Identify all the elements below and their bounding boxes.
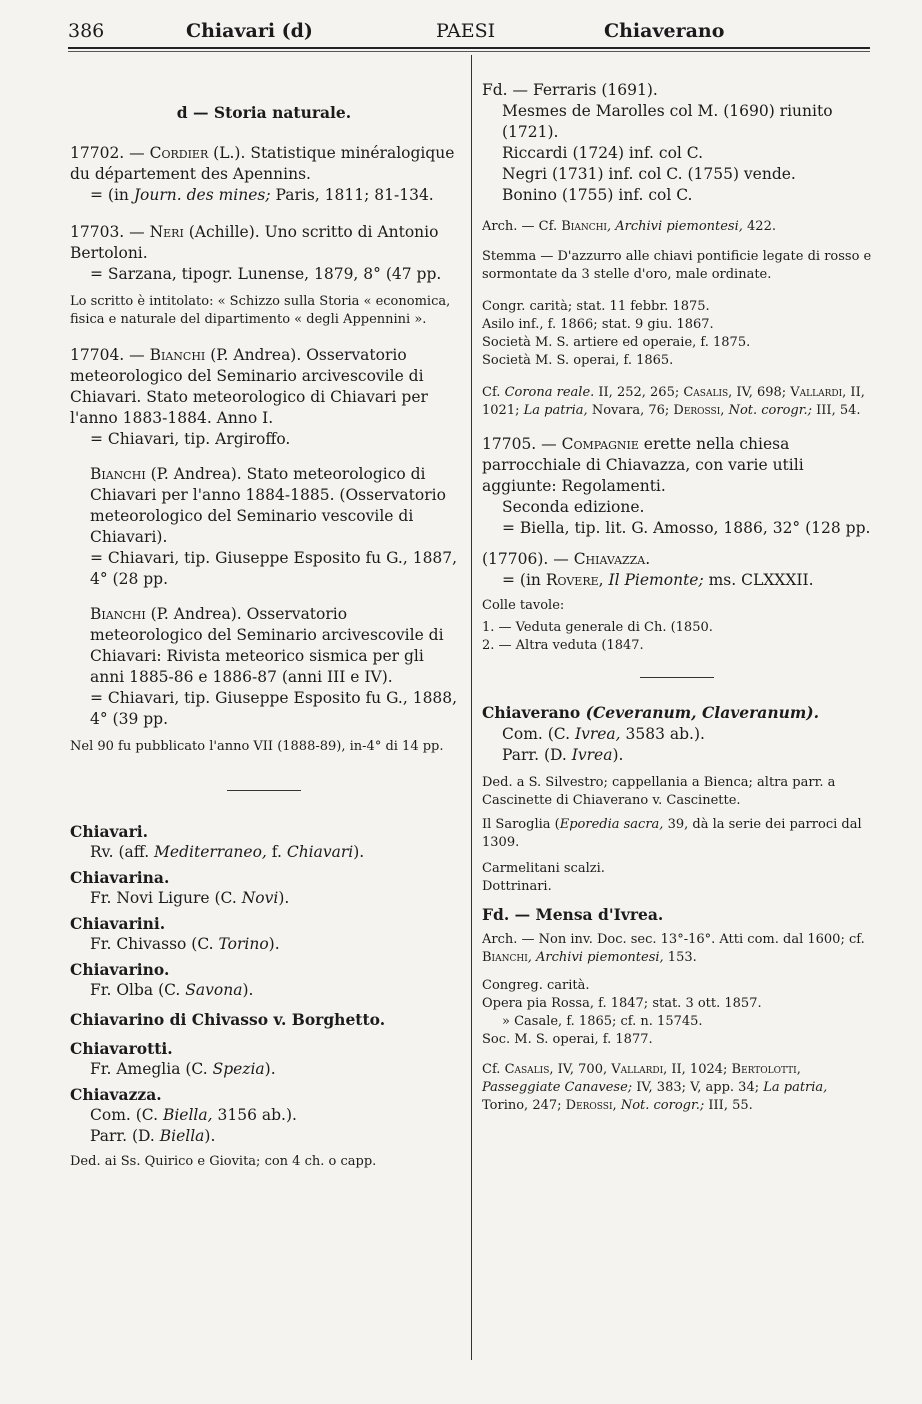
saroglia-text: Il Saroglia ( <box>482 817 560 832</box>
place-detail-italic: Savona <box>185 981 243 999</box>
place-chiavazza <box>70 1084 458 1171</box>
entry-author: Chiavazza <box>573 550 646 568</box>
place-detail: f. <box>266 843 287 861</box>
fd-item: Fd. — Ferraris (1691). <box>482 81 658 99</box>
place-detail: Fr. Chivasso (C. <box>90 935 219 953</box>
institution-item: Soc. M. S. operai, f. 1877. <box>482 1032 653 1047</box>
entry-number: (17706). — <box>482 550 574 568</box>
entry-author: Cordier <box>149 144 209 162</box>
fd-item: Bonino (1755) inf. col C. <box>502 186 693 204</box>
entry-title: (L.). Statistique minéralogique du département des Apennins. <box>70 144 455 183</box>
place-detail: 3583 ab.). <box>620 725 705 743</box>
place-detail-italic: Biella <box>159 1127 205 1145</box>
cf-references <box>482 384 872 420</box>
order-item: Carmelitani scalzi. <box>482 861 605 876</box>
pub-author: Rovere <box>545 571 599 589</box>
entry-number: 17704. — <box>70 346 150 364</box>
institution-item: Congreg. carità. <box>482 978 590 993</box>
arch-prefix: Arch. — Cf. <box>482 219 562 234</box>
cf-italic: Not. corogr.; <box>728 403 813 418</box>
place-detail: 3156 ab.). <box>212 1106 297 1124</box>
entry-17703 <box>70 222 458 329</box>
saroglia-title: Eporedia sacra, <box>559 817 664 832</box>
pub-prefix: = (in <box>502 571 546 589</box>
place-name: Chiavazza. <box>70 1085 162 1104</box>
cf-author: Vallardi <box>611 1062 664 1077</box>
fd-item: Riccardi (1724) inf. col C. <box>502 144 704 162</box>
cf-text: III, 55. <box>704 1098 753 1113</box>
entry-title: (P. Andrea). Osservatorio meteorologico del Seminario arcivescovile di Chiavari. Stato meteorologico di Chiavari per l'anno 1883-1884. Anno I. <box>70 346 428 427</box>
entry-title: (Achille). Uno scritto di Antonio Bertoloni. <box>70 223 439 262</box>
cf-text: , II, 1024; <box>663 1062 732 1077</box>
place-chiavarini <box>70 913 458 955</box>
header-rule <box>68 47 870 49</box>
place-detail: Fr. Novi Ligure (C. <box>90 889 242 907</box>
entry-title: (P. Andrea). Stato meteorologico di Chiavari per l'anno 1884-1885. (Osservatorio meteorologico del Seminario vescovile di Chiavari). <box>90 465 446 546</box>
entry-author: Neri <box>149 223 184 241</box>
place-detail-italic: Novi <box>241 889 279 907</box>
fd-item: Mesmes de Marolles col M. (1690) riunito (1721). <box>502 102 833 141</box>
place-chiavarino <box>70 959 458 1001</box>
section-title: d — Storia naturale. <box>176 103 352 122</box>
cf-author: Casalis <box>504 1062 550 1077</box>
pub-details: ms. CLXXXII. <box>703 571 814 589</box>
place-chiavarina <box>70 867 458 909</box>
cf-author: Derossi <box>673 403 721 418</box>
cf-text: , <box>720 403 729 418</box>
place-dedication: Ded. a S. Silvestro; cappellania a Bienca; altra parr. a Cascinette di Chiaverano v. Cascinette. <box>482 775 836 808</box>
place-chiavarotti <box>70 1038 458 1080</box>
entry-number: 17703. — <box>70 223 150 241</box>
cf-text: Novara, 76; <box>587 403 674 418</box>
place-detail: Fr. Ameglia (C. <box>90 1060 213 1078</box>
header-right-title: Chiaverano <box>604 20 725 42</box>
cf-text: , II, 1021; <box>482 385 865 418</box>
place-detail: ). <box>204 1127 216 1145</box>
header-center-title: PAESI <box>436 20 496 42</box>
cf-italic: Corona reale. <box>504 385 595 400</box>
running-header <box>68 16 870 46</box>
pub-details: = Chiavari, tip. Giuseppe Esposito fu G., 1887, 4° (28 pp. <box>90 549 458 588</box>
entry-17702 <box>70 143 458 206</box>
cf-text: , <box>612 1098 621 1113</box>
right-column <box>482 60 872 1115</box>
left-column <box>70 60 458 1171</box>
entry-edition: Seconda edizione. <box>502 498 645 516</box>
cf-text: II, 252, 265; <box>594 385 684 400</box>
cf-italic: La patria, <box>763 1080 828 1095</box>
arch-page: 422. <box>742 219 776 234</box>
cf-text: , IV, 700, <box>549 1062 612 1077</box>
table-item: 2. — Altra veduta (1847. <box>482 638 644 653</box>
pub-details: Paris, 1811; 81-134. <box>270 186 434 204</box>
pub-details: = Biella, tip. lit. G. Amosso, 1886, 32° (128 pp. <box>502 519 871 537</box>
place-detail: Fr. Olba (C. <box>90 981 186 999</box>
order-item: Dottrinari. <box>482 879 552 894</box>
arch-page: 153. <box>663 950 697 965</box>
place-name: Chiavarino. <box>70 960 170 979</box>
place-detail-italic: Ivrea, <box>574 725 621 743</box>
place-detail: Rv. (aff. <box>90 843 155 861</box>
entry-author: Bianchi <box>90 605 146 623</box>
cf-italic: La patria, <box>523 403 588 418</box>
cf-author: Vallardi <box>790 385 843 400</box>
cf-text: , <box>796 1062 801 1077</box>
table-item: 1. — Veduta generale di Ch. (1850. <box>482 620 713 635</box>
place-detail: ). <box>612 746 624 764</box>
entry-number: 17702. — <box>70 144 150 162</box>
place-name: Chiavarini. <box>70 914 166 933</box>
entry-17704 <box>70 345 458 756</box>
place-detail: Parr. (D. <box>502 746 572 764</box>
fd-list <box>482 80 872 206</box>
entry-title: (P. Andrea). Osservatorio meteorologico del Seminario arcivescovile di Chiavari: Rivista meteorico sismica per gli anni 1885-86 e 1886-87 (anni III e IV). <box>90 605 444 686</box>
tables-label: Colle tavole: <box>482 598 565 613</box>
cf-text: Cf. <box>482 1062 505 1077</box>
cf-text: Cf. <box>482 385 505 400</box>
pub-journal: Journ. des mines; <box>133 186 271 204</box>
pub-title: Il Piemonte; <box>608 571 704 589</box>
place-detail: ). <box>353 843 365 861</box>
arch-line <box>482 218 872 236</box>
institution-item: Società M. S. operai, f. 1865. <box>482 353 674 368</box>
place-list <box>70 821 458 1171</box>
institution-item: Asilo inf., f. 1866; stat. 9 giu. 1867. <box>482 317 714 332</box>
place-name: Chiavari. <box>70 822 149 841</box>
page-number: 386 <box>68 20 105 42</box>
entry-title: . <box>645 550 651 568</box>
institution-item: Opera pia Rossa, f. 1847; stat. 3 ott. 1857. <box>482 996 762 1011</box>
place-name: Chiaverano <box>482 703 581 722</box>
institutions-list <box>482 298 872 370</box>
institution-item: » Casale, f. 1865; cf. n. 15745. <box>502 1014 703 1029</box>
separator-rule <box>640 677 714 678</box>
arch-author: Bianchi <box>482 950 528 965</box>
place-name: Chiavarotti. <box>70 1039 173 1058</box>
institutions-list <box>482 977 872 1049</box>
arch-title: , Archivi piemontesi, <box>527 950 664 965</box>
cf-text: IV, 383; V, app. 34; <box>632 1080 764 1095</box>
entry-17705 <box>482 434 872 539</box>
place-detail: Com. (C. <box>502 725 575 743</box>
place-name: Chiavarina. <box>70 868 170 887</box>
entry-17706 <box>482 549 872 655</box>
place-chiavari <box>70 821 458 863</box>
pub-details: = Sarzana, tipogr. Lunense, 1879, 8° (47 pp. <box>90 265 442 283</box>
entry-author: Bianchi <box>90 465 146 483</box>
institution-item: Società M. S. artiere ed operaie, f. 1875. <box>482 335 751 350</box>
cf-author: Casalis <box>683 385 729 400</box>
arch-title: , Archivi piemontesi, <box>607 219 743 234</box>
entry-author: Bianchi <box>149 346 206 364</box>
place-detail-italic: Torino <box>218 935 269 953</box>
cf-text: , IV, 698; <box>728 385 791 400</box>
place-detail-italic: Spezia <box>212 1060 265 1078</box>
place-xref: Chiavarino di Chivasso v. Borghetto. <box>70 1010 386 1029</box>
cf-italic: Not. corogr.; <box>620 1098 705 1113</box>
entry-note: Nel 90 fu pubblicato l'anno VII (1888-89), in-4° di 14 pp. <box>70 739 444 754</box>
place-detail: ). <box>278 889 290 907</box>
place-chiaverano <box>482 702 872 1115</box>
place-detail: ). <box>242 981 254 999</box>
saroglia-text: 39, dà la serie dei parroci dal 1309. <box>482 817 862 850</box>
place-alt-names: (Ceveranum, Claveranum). <box>580 703 819 722</box>
cf-text: III, 54. <box>812 403 861 418</box>
pub-details: = Chiavari, tip. Giuseppe Esposito fu G., 1888, 4° (39 pp. <box>90 689 458 728</box>
header-left-title: Chiavari (d) <box>186 20 313 42</box>
cf-author: Derossi <box>565 1098 613 1113</box>
cf-references <box>482 1061 872 1115</box>
header-rule-thin <box>68 51 870 52</box>
place-detail-italic: Ivrea <box>571 746 613 764</box>
place-detail-italic: Chiavari <box>286 843 354 861</box>
place-detail: ). <box>264 1060 276 1078</box>
pub-text: , <box>598 571 609 589</box>
column-divider <box>471 55 472 1360</box>
place-note: Ded. ai Ss. Quirico e Giovita; con 4 ch. o capp. <box>70 1154 377 1169</box>
arch-prefix: Arch. — Non inv. Doc. sec. 13°-16°. Atti com. dal 1600; cf. <box>482 932 865 947</box>
fd-item: Negri (1731) inf. col C. (1755) vende. <box>502 165 796 183</box>
entry-number: 17705. — <box>482 435 562 453</box>
entry-author: Compagnie <box>561 435 639 453</box>
arch-author: Bianchi <box>561 219 607 234</box>
place-detail-italic: Biella, <box>162 1106 213 1124</box>
pub-details: = Chiavari, tip. Argiroffo. <box>90 430 291 448</box>
cf-author: Bertolotti <box>731 1062 797 1077</box>
place-detail: ). <box>268 935 280 953</box>
institution-item: Congr. carità; stat. 11 febbr. 1875. <box>482 299 710 314</box>
entry-title: erette nella chiesa parrocchiale di Chiavazza, con varie utili aggiunte: Regolamenti. <box>482 435 804 495</box>
place-detail-italic: Mediterraneo, <box>154 843 267 861</box>
place-detail: Parr. (D. <box>90 1127 160 1145</box>
fd-line: Fd. — Mensa d'Ivrea. <box>482 905 664 924</box>
separator-rule <box>227 790 301 791</box>
place-detail: Com. (C. <box>90 1106 163 1124</box>
stemma: Stemma — D'azzurro alle chiavi pontificie legate di rosso e sormontate da 3 stelle d'oro, male ordinate. <box>482 249 872 282</box>
entry-note: Lo scritto è intitolato: « Schizzo sulla Storia « economica, fisica e naturale del dipartimento « degli Appennini ». <box>70 294 451 327</box>
pub-prefix: = (in <box>90 186 134 204</box>
cf-italic: Passeggiate Canavese; <box>482 1080 633 1095</box>
cf-text: Torino, 247; <box>482 1098 566 1113</box>
